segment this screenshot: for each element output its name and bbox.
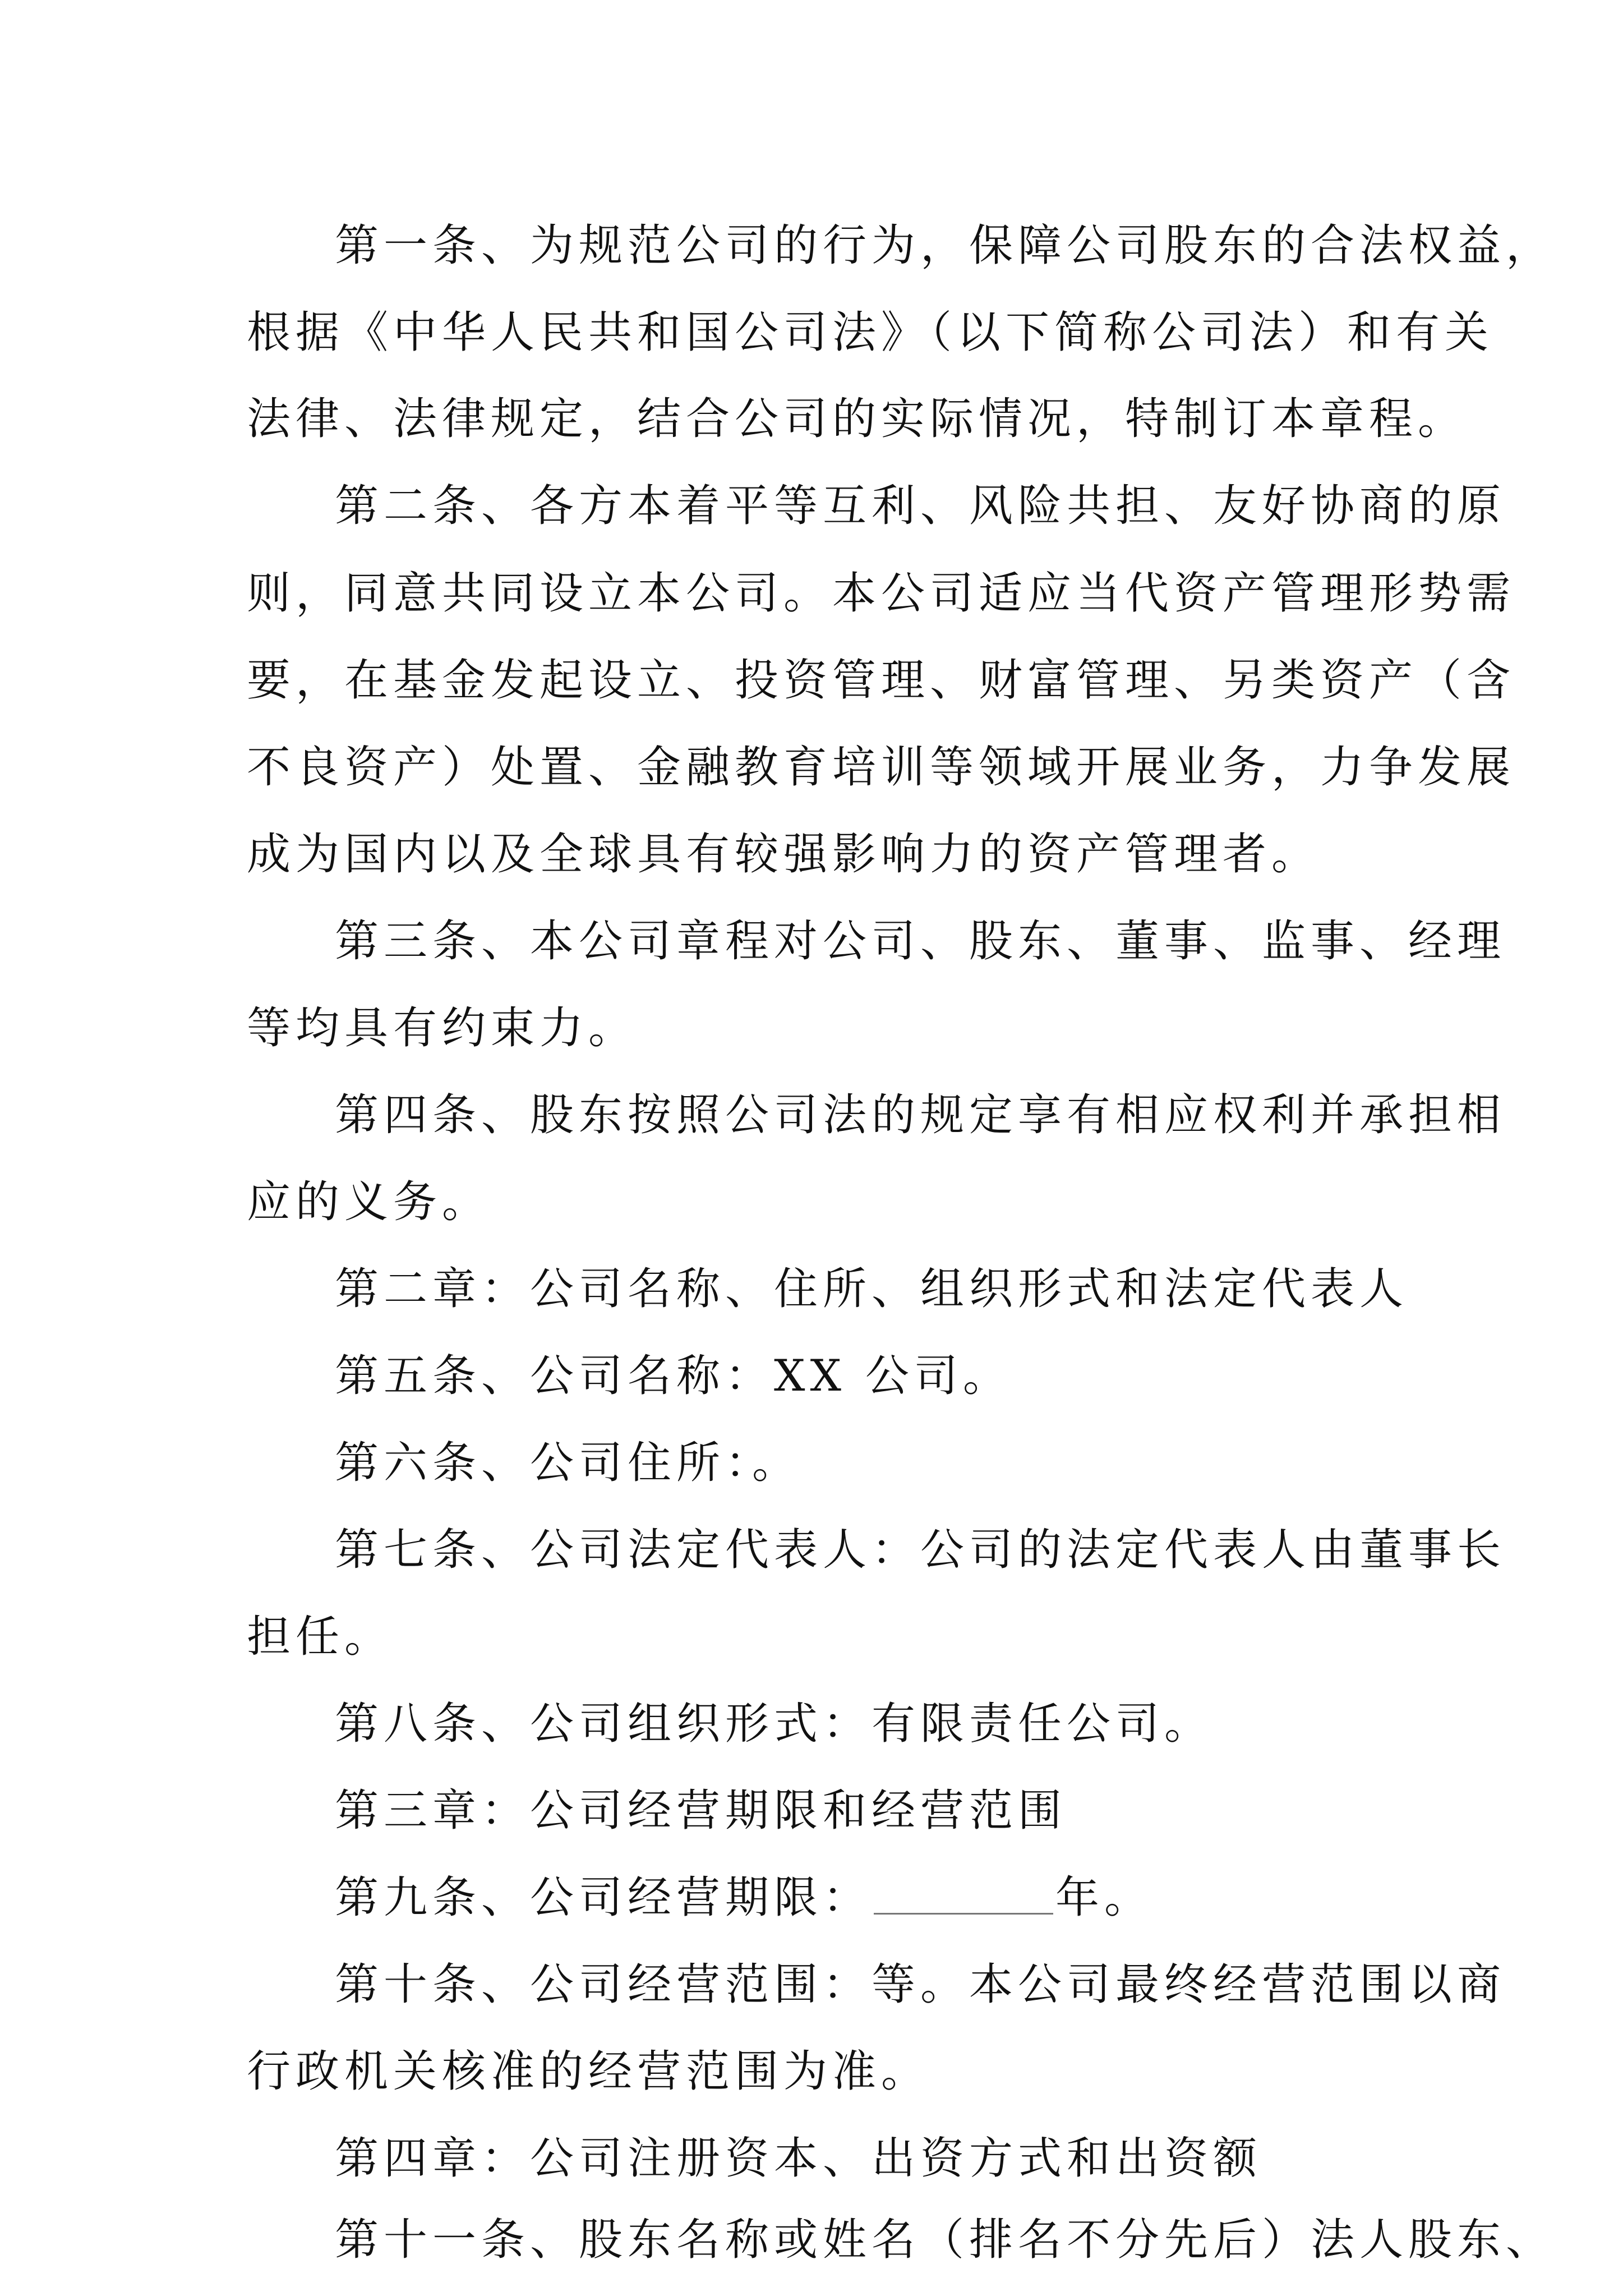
chapter-2-heading: 第二章：公司名称、住所、组织形式和法定代表人 [335, 1264, 1409, 1314]
article-2-line-1: 第二条、各方本着平等互利、风险共担、友好协商的原 [335, 481, 1506, 531]
article-8-line: 第八条、公司组织形式：有限责任公司。 [335, 1699, 1214, 1749]
article-9-suffix: 年。 [1055, 1872, 1154, 1923]
article-4-line-1: 第四条、股东按照公司法的规定享有相应权利并承担相 [335, 1090, 1506, 1140]
article-1-line-1: 第一条、为规范公司的行为，保障公司股东的合法权益， [335, 220, 1555, 271]
article-2-line-5: 成为国内以及全球具有较强影响力的资产管理者。 [247, 829, 1321, 880]
article-2-line-2: 则，同意共同设立本公司。本公司适应当代资产管理形势需 [247, 568, 1516, 619]
article-11-line-1: 第十一条、股东名称或姓名（排名不分先后）法人股东、 [335, 2215, 1555, 2265]
article-4-line-2: 应的义务。 [247, 1177, 491, 1227]
term-blank-field [874, 1879, 1053, 1915]
article-2-line-3: 要，在基金发起设立、投资管理、财富管理、另类资产（含 [247, 655, 1516, 706]
article-10-line-2: 行政机关核准的经营范围为准。 [247, 2046, 930, 2097]
article-3-line-1: 第三条、本公司章程对公司、股东、董事、监事、经理 [335, 916, 1506, 967]
article-1-line-2: 根据《中华人民共和国公司法》（以下简称公司法）和有关 [247, 307, 1494, 358]
chapter-3-heading: 第三章：公司经营期限和经营范围 [335, 1786, 1067, 1836]
article-10-line-1: 第十条、公司经营范围：等。本公司最终经营范围以商 [335, 1959, 1506, 2010]
article-1-line-3: 法律、法律规定，结合公司的实际情况，特制订本章程。 [247, 394, 1467, 444]
article-7-line-2: 担任。 [247, 1612, 394, 1662]
article-7-line-1: 第七条、公司法定代表人：公司的法定代表人由董事长 [335, 1525, 1506, 1575]
article-6-line: 第六条、公司住所：。 [335, 1438, 801, 1488]
article-2-line-4: 不良资产）处置、金融教育培训等领域开展业务，力争发展 [247, 742, 1516, 793]
article-9-prefix: 第九条、公司经营期限： [335, 1872, 872, 1923]
chapter-4-heading: 第四章：公司注册资本、出资方式和出资额 [335, 2133, 1262, 2184]
article-3-line-2: 等均具有约束力。 [247, 1003, 638, 1053]
article-5-line: 第五条、公司名称：XX 公司。 [335, 1351, 1012, 1401]
